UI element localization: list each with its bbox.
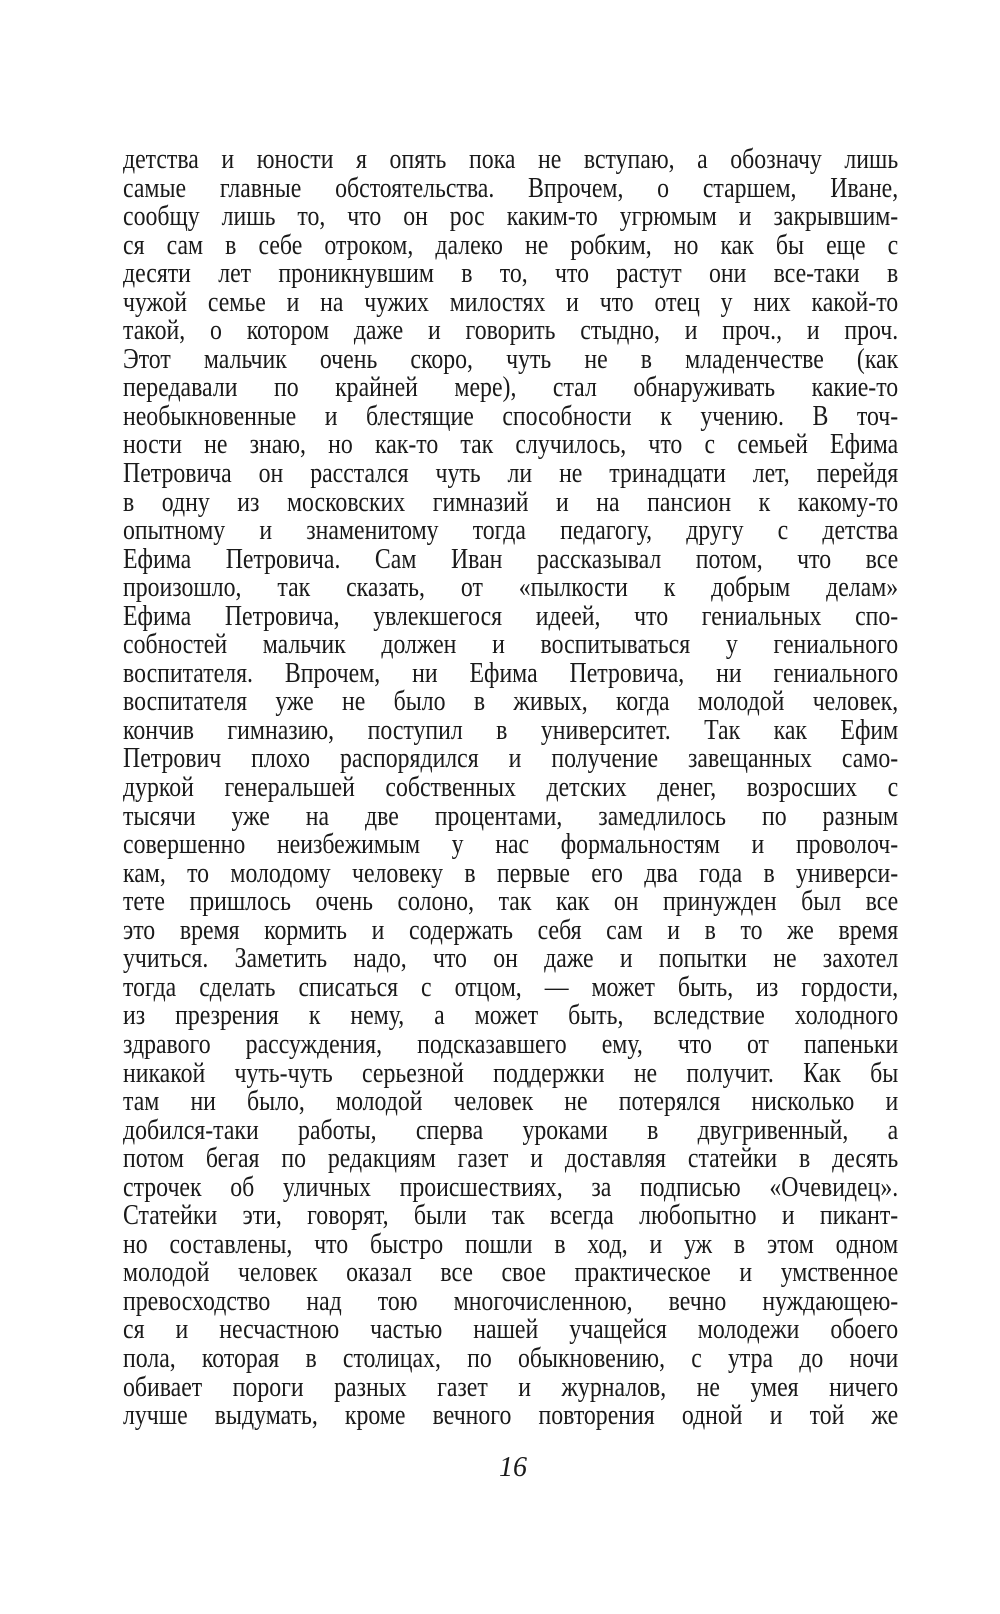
text-line: строчек об уличных происшествиях, за подписью «Очевидец». — [123, 1171, 899, 1203]
text-line: такой, о котором даже и говорить стыдно, и проч., и проч. — [123, 315, 899, 347]
text-line: кам, то молодому человеку в первые его два года в универси- — [123, 857, 899, 889]
text-line: самые главные обстоятельства. Впрочем, о старшем, Иване, — [123, 172, 899, 204]
text-line: никакой чуть-чуть серьезной поддержки не получит. Как бы — [123, 1057, 899, 1089]
text-line: но составлены, что быстро пошли в ход, и уж в этом одном — [123, 1228, 899, 1260]
text-line: передавали по крайней мере), стал обнаруживать какие-то — [123, 372, 899, 404]
text-line: тете пришлось очень солоно, так как он принужден был все — [123, 886, 899, 918]
text-line: Ефима Петровича, увлекшегося идеей, что гениальных спо- — [123, 600, 899, 632]
text-line: собностей мальчик должен и воспитываться у гениального — [123, 629, 899, 661]
text-line: произошло, так сказать, от «пылкости к добрым делам» — [123, 572, 899, 604]
text-line: тогда сделать списаться с отцом, — может быть, из гордости, — [123, 971, 899, 1003]
text-line: Статейки эти, говорят, были так всегда любопытно и пикант- — [123, 1200, 899, 1232]
text-line: Петрович плохо распорядился и получение завещанных само- — [123, 743, 899, 775]
text-line: лучше выдумать, кроме вечного повторения одной и той же — [123, 1400, 899, 1432]
text-line: дуркой генеральшей собственных детских денег, возросших с — [123, 772, 899, 804]
text-line: сообщу лишь то, что он рос каким-то угрюмым и закрывшим- — [123, 201, 899, 233]
text-line: добился-таки работы, сперва уроками в двугривенный, а — [123, 1114, 899, 1146]
text-line: кончив гимназию, поступил в университет. Так как Ефим — [123, 714, 899, 746]
text-line: там ни было, молодой человек не потерялся нисколько и — [123, 1086, 899, 1118]
text-line: воспитателя уже не было в живых, когда молодой человек, — [123, 686, 899, 718]
text-line: пола, которая в столицах, по обыкновению, с утра до ночи — [123, 1342, 899, 1374]
text-line: чужой семье и на чужих милостях и что отец у них какой-то — [123, 286, 899, 318]
text-line: воспитателя. Впрочем, ни Ефима Петровича, ни гениального — [123, 657, 899, 689]
text-line: Этот мальчик очень скоро, чуть не в младенчестве (как — [123, 343, 899, 375]
text-line: из презрения к нему, а может быть, вследствие холодного — [123, 1000, 899, 1032]
text-line: потом бегая по редакциям газет и доставляя статейки в десять — [123, 1143, 899, 1175]
text-line: ся сам в себе отроком, далеко не робким, но как бы еще с — [123, 229, 899, 261]
text-line: здравого рассуждения, подсказавшего ему, что от папеньки — [123, 1028, 899, 1060]
text-line: Петровича он расстался чуть ли не тринадцати лет, перейдя — [123, 458, 899, 490]
text-line: превосходство над тою многочисленною, вечно нуждающею- — [123, 1285, 899, 1317]
text-line: учиться. Заметить надо, что он даже и попытки не захотел — [123, 943, 899, 975]
text-line: ности не знаю, но как-то так случилось, что с семьей Ефима — [123, 429, 899, 461]
text-line: молодой человек оказал все свое практическое и умственное — [123, 1257, 899, 1289]
text-line: в одну из московских гимназий и на пансион к какому-то — [123, 486, 899, 518]
text-line: обивает пороги разных газет и журналов, не умея ничего — [123, 1371, 899, 1403]
text-line: ся и несчастною частью нашей учащейся молодежи обоего — [123, 1314, 899, 1346]
text-line: опытному и знаменитому тогда педагогу, другу с детства — [123, 515, 899, 547]
page-number: 16 — [499, 1452, 527, 1483]
body-text — [123, 146, 898, 1431]
text-line: детства и юности я опять пока не вступаю, а обозначу лишь — [123, 144, 899, 175]
text-line: Ефима Петровича. Сам Иван рассказывал потом, что все — [123, 543, 899, 575]
text-line: совершенно неизбежимым у нас формальностям и проволоч- — [123, 829, 899, 861]
text-line: десяти лет проникнувшим в то, что растут они все-таки в — [123, 258, 899, 290]
text-line: это время кормить и содержать себя сам и в то же время — [123, 914, 899, 946]
text-line: тысячи уже на две процентами, замедлилось по разным — [123, 800, 899, 832]
text-line: необыкновенные и блестящие способности к учению. В точ- — [123, 400, 899, 432]
